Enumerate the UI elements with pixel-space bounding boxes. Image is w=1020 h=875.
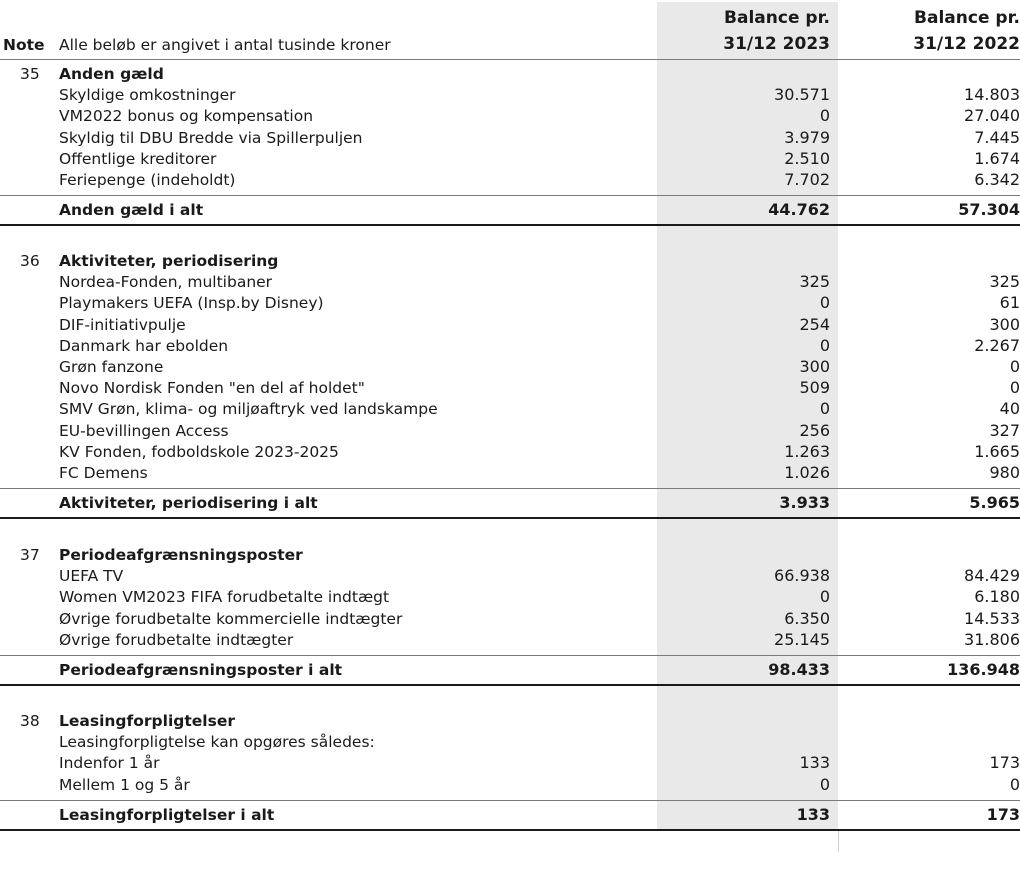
col-2023-header-line2: 31/12 2023 <box>723 34 830 54</box>
value-2023: 0 <box>819 587 830 607</box>
total-value-2022: 57.304 <box>958 200 1020 219</box>
row-label: Skyldig til DBU Bredde via Spillerpuljen <box>59 128 363 147</box>
subtotal-divider <box>0 655 1020 656</box>
row-label: Women VM2023 FIFA forudbetalte indtægt <box>59 588 390 607</box>
value-2022: 0 <box>1009 774 1020 794</box>
total-value-2023: 133 <box>796 804 830 824</box>
subtotal-divider <box>0 195 1020 196</box>
total-underline <box>0 224 1020 226</box>
note-column-header: Note <box>3 36 45 54</box>
value-2022: 61 <box>999 293 1020 313</box>
current-year-column-shading <box>657 2 838 830</box>
section-title: Periodeafgrænsningsposter <box>59 546 303 564</box>
row-label: Playmakers UEFA (Insp.by Disney) <box>59 294 324 313</box>
row-label: Danmark har ebolden <box>59 336 229 355</box>
value-2023: 0 <box>819 399 830 419</box>
note-number: 35 <box>20 65 40 83</box>
value-2022: 0 <box>1009 378 1020 398</box>
total-underline <box>0 684 1020 686</box>
row-label: EU-bevillingen Access <box>59 421 229 440</box>
value-2022: 6.180 <box>974 587 1020 607</box>
row-label: UEFA TV <box>59 567 124 586</box>
value-2023: 7.702 <box>784 170 830 189</box>
value-2023: 509 <box>799 378 830 398</box>
value-2022: 14.533 <box>964 608 1020 628</box>
value-2022: 1.674 <box>974 148 1020 168</box>
total-label: Periodeafgrænsningsposter i alt <box>59 660 343 679</box>
amount-unit-description: Alle beløb er angivet i antal tusinde kroner <box>59 36 391 54</box>
section-title: Anden gæld <box>59 65 164 83</box>
value-2022: 14.803 <box>964 85 1020 105</box>
row-label: Øvrige forudbetalte kommercielle indtægter <box>59 609 403 628</box>
row-label: Skyldige omkostninger <box>59 86 236 105</box>
value-2023: 0 <box>819 774 830 794</box>
column-divider <box>838 830 839 852</box>
value-2023: 6.350 <box>784 608 830 628</box>
row-label: DIF-initiativpulje <box>59 315 186 334</box>
value-2023: 1.026 <box>784 463 830 482</box>
value-2023: 2.510 <box>784 148 830 168</box>
total-value-2023: 44.762 <box>768 200 830 219</box>
value-2023: 256 <box>799 420 830 440</box>
col-2022-header-line2: 31/12 2022 <box>913 34 1020 54</box>
value-2022: 40 <box>999 399 1020 419</box>
value-2022: 84.429 <box>964 566 1020 586</box>
total-value-2023: 3.933 <box>779 493 830 512</box>
value-2022: 300 <box>989 314 1020 334</box>
value-2023: 0 <box>819 335 830 355</box>
value-2022: 1.665 <box>974 441 1020 461</box>
value-2023: 300 <box>799 357 830 376</box>
header-divider <box>0 59 1020 60</box>
value-2023: 133 <box>799 753 830 773</box>
total-underline <box>0 517 1020 519</box>
row-label: Mellem 1 og 5 år <box>59 775 190 794</box>
subtotal-divider <box>0 488 1020 489</box>
col-2022-header-line1: Balance pr. <box>914 8 1020 28</box>
total-value-2023: 98.433 <box>768 659 830 679</box>
value-2023: 25.145 <box>774 629 830 649</box>
value-2023: 0 <box>819 293 830 313</box>
section-title: Aktiviteter, periodisering <box>59 252 279 270</box>
row-label: VM2022 bonus og kompensation <box>59 107 314 126</box>
total-label: Leasingforpligtelser i alt <box>59 805 275 824</box>
value-2023: 325 <box>799 272 830 292</box>
value-2022: 327 <box>989 420 1020 440</box>
value-2023: 254 <box>799 314 830 334</box>
note-number: 37 <box>20 546 40 564</box>
value-2022: 31.806 <box>964 629 1020 649</box>
row-label: Offentlige kreditorer <box>59 149 217 168</box>
value-2023: 1.263 <box>784 441 830 461</box>
total-value-2022: 5.965 <box>969 493 1020 512</box>
total-label: Aktiviteter, periodisering i alt <box>59 494 318 512</box>
row-label: Leasingforpligtelse kan opgøres således: <box>59 733 375 752</box>
total-value-2022: 136.948 <box>947 659 1020 679</box>
value-2022: 325 <box>989 272 1020 292</box>
row-label: SMV Grøn, klima- og miljøaftryk ved landskampe <box>59 400 438 419</box>
total-value-2022: 173 <box>986 804 1020 824</box>
col-2023-header-line1: Balance pr. <box>724 8 830 28</box>
row-label: Indenfor 1 år <box>59 754 160 773</box>
total-underline <box>0 829 1020 831</box>
value-2022: 6.342 <box>974 170 1020 189</box>
value-2023: 3.979 <box>784 127 830 147</box>
row-label: FC Demens <box>59 464 148 482</box>
row-label: Feriepenge (indeholdt) <box>59 171 236 189</box>
row-label: Novo Nordisk Fonden "en del af holdet" <box>59 379 365 398</box>
subtotal-divider <box>0 800 1020 801</box>
value-2023: 30.571 <box>774 85 830 105</box>
value-2022: 2.267 <box>974 335 1020 355</box>
value-2022: 27.040 <box>964 106 1020 126</box>
value-2022: 173 <box>989 753 1020 773</box>
value-2022: 7.445 <box>974 127 1020 147</box>
row-label: KV Fonden, fodboldskole 2023-2025 <box>59 442 339 461</box>
total-label: Anden gæld i alt <box>59 201 204 219</box>
row-label: Nordea-Fonden, multibaner <box>59 273 273 292</box>
value-2022: 980 <box>989 463 1020 482</box>
row-label: Grøn fanzone <box>59 358 164 376</box>
note-number: 36 <box>20 252 40 270</box>
row-label: Øvrige forudbetalte indtægter <box>59 630 294 649</box>
value-2023: 66.938 <box>774 566 830 586</box>
value-2022: 0 <box>1009 357 1020 376</box>
note-number: 38 <box>20 712 40 730</box>
value-2023: 0 <box>819 106 830 126</box>
section-title: Leasingforpligtelser <box>59 712 235 730</box>
